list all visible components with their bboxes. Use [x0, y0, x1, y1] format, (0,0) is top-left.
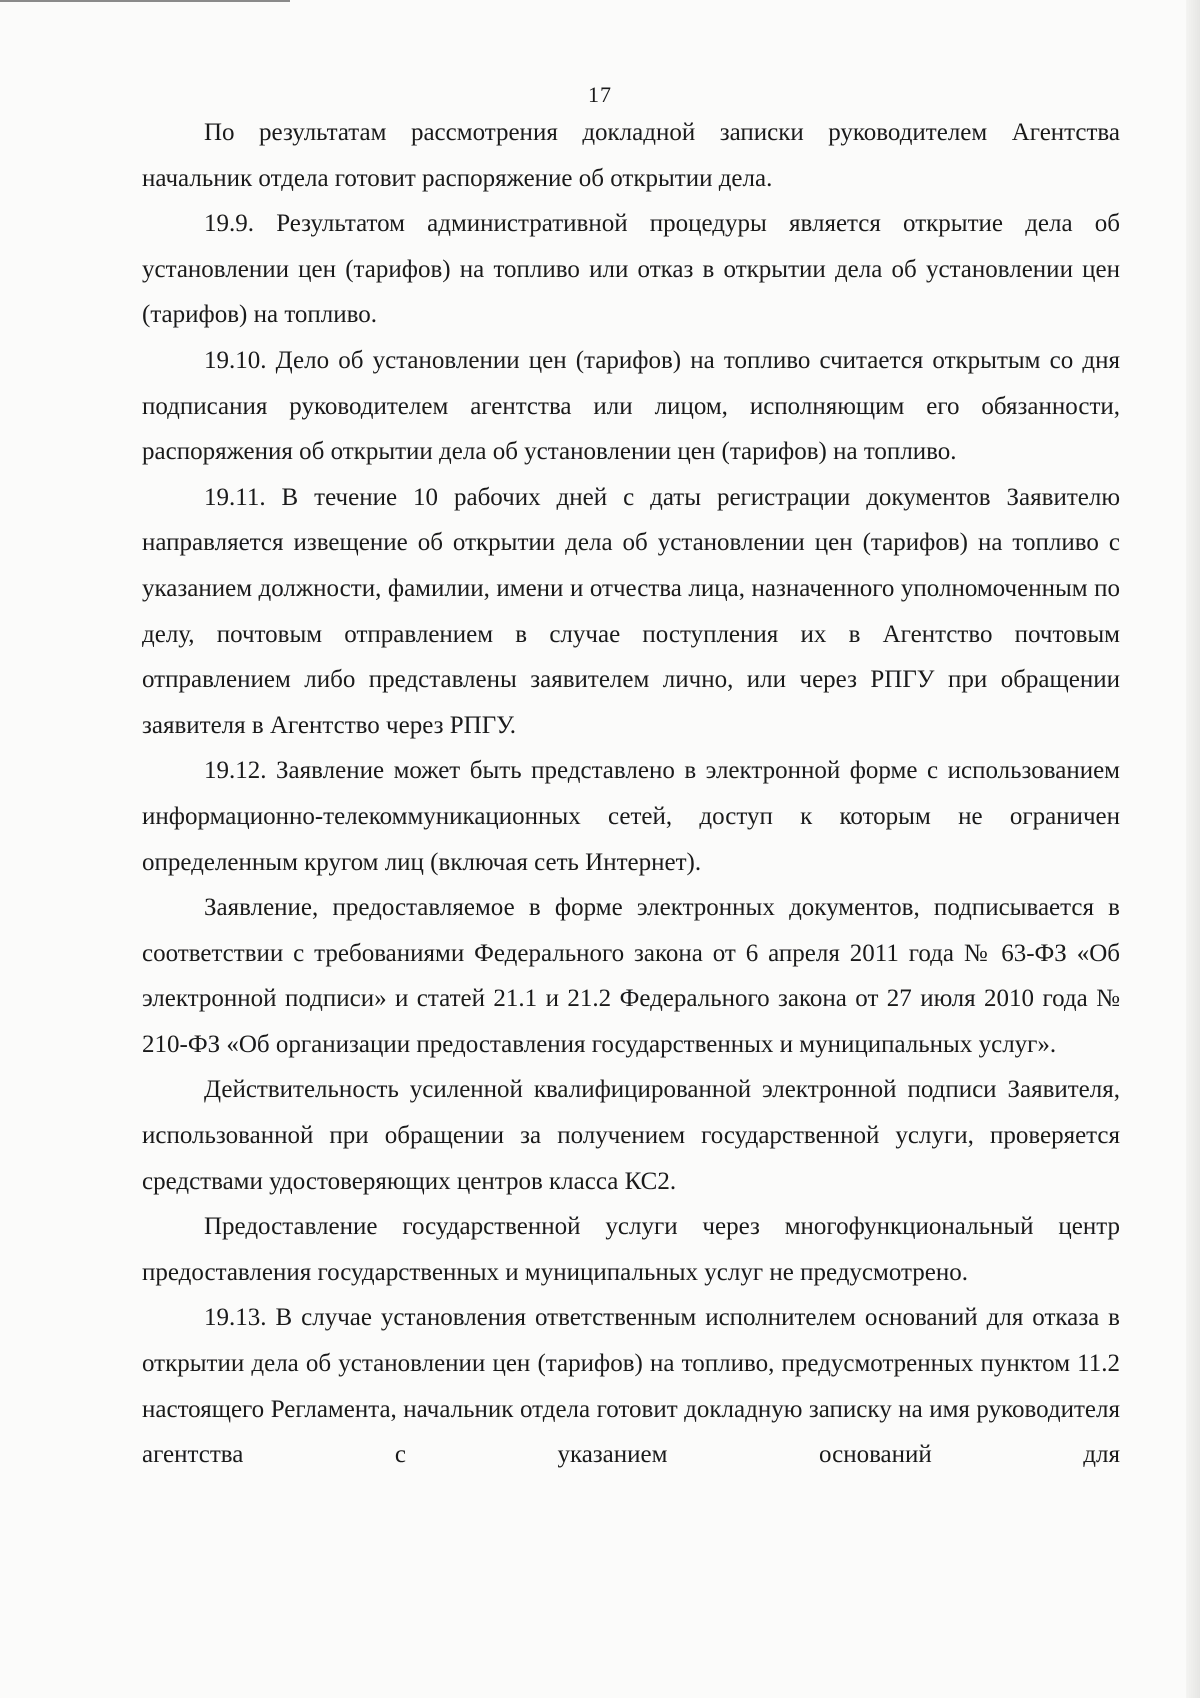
paragraph-signature-validity: Действительность усиленной квалифицированной электронной подписи Заявителя, использованной при обращении за получением государственной услуги, проверяется средствами удостоверяющих центров класса КС2.: [142, 1076, 1120, 1195]
paragraph-19-13: 19.13. В случае установления ответственным исполнителем оснований для отказа в открытии дела об установлении цен (тарифов) на топливо, предусмотренных пунктом 11.2 настоящего Регламента, начальник отдела готовит докладную записку на имя руководителя агентства с указанием оснований для: [142, 1304, 1120, 1469]
scan-edge-line: [0, 0, 290, 2]
paragraph-19-12: 19.12. Заявление может быть представлено в электронной форме с использованием информационно-телекоммуникационных сетей, доступ к которым не ограничен определенным кругом лиц (включая сеть Интернет).: [142, 757, 1120, 876]
body-text: [142, 110, 1120, 1478]
paragraph-19-10: 19.10. Дело об установлении цен (тарифов) на топливо считается открытым со дня подписания руководителем агентства или лицом, исполняющим его обязанности, распоряжения об открытии дела об установлении цен (тарифов) на топливо.: [142, 346, 1120, 466]
scan-right-edge: [1186, 0, 1200, 1698]
page-number: 17: [588, 82, 612, 107]
paragraph-19-11: 19.11. В течение 10 рабочих дней с даты регистрации документов Заявителю направляется извещение об открытии дела об установлении цен (тарифов) на топливо с указанием должности, фамилии, имени и отчества лица, назначенного уполномоченным по делу, почтовым отправлением в случае поступления их в Агентство почтовым отправлением либо представлены заявителем лично, или через РПГУ при обращении заявителя в Агентство через РПГУ.: [142, 483, 1120, 739]
paragraph-decision-result: По результатам рассмотрения докладной записки руководителем Агентства начальник отдела готовит распоряжение об открытии дела.: [142, 119, 1120, 192]
paragraph-electronic-documents: Заявление, предоставляемое в форме электронных документов, подписывается в соответствии с требованиями Федерального закона от 6 апреля 2011 года № 63-ФЗ «Об электронной подписи» и статей 21.1 и 21.2 Федерального закона от 27 июля 2010 года № 210-ФЗ «Об организации предоставления государственных и муниципальных услуг».: [142, 894, 1120, 1058]
paragraph-mfc: Предоставление государственной услуги через многофункциональный центр предоставления государственных и муниципальных услуг не предусмотрено.: [142, 1213, 1120, 1286]
paragraph-19-9: 19.9. Результатом административной процедуры является открытие дела об установлении цен (тарифов) на топливо или отказ в открытии дела об установлении цен (тарифов) на топливо.: [142, 210, 1120, 329]
